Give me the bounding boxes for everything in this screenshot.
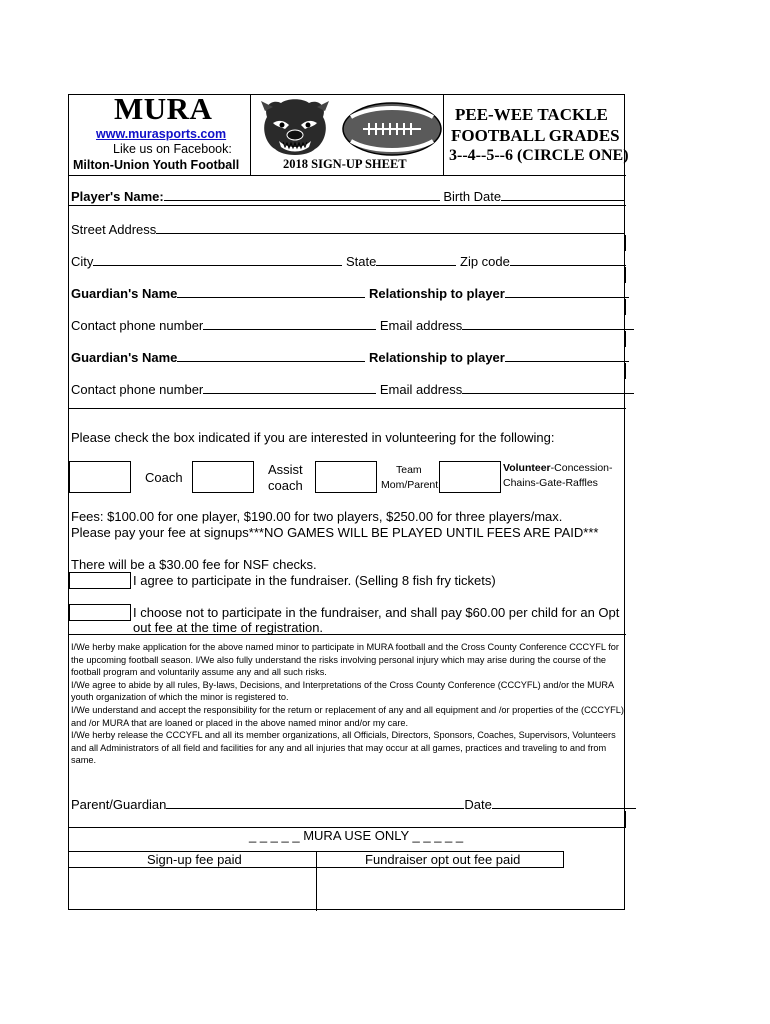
fundraiser-optout-label-1: I choose not to participate in the fundraiser, and shall pay $60.00 per child for an Opt xyxy=(133,605,620,620)
relationship-label: Relationship to player xyxy=(369,286,505,301)
fundraiser-optout-label-2: out fee at the time of registration. xyxy=(133,620,324,635)
signature-date-line[interactable] xyxy=(492,797,636,809)
guardian-row-1 xyxy=(71,286,629,301)
birth-date-line[interactable] xyxy=(501,189,625,201)
email-line-2[interactable] xyxy=(462,382,634,394)
contact-phone-label: Contact phone number xyxy=(71,318,204,333)
nsf-notice: There will be a $30.00 fee for NSF checks. xyxy=(71,557,317,572)
optout-fee-label: Fundraiser opt out fee paid xyxy=(365,852,521,867)
legal-terms xyxy=(71,641,624,767)
team-parent-checkbox[interactable] xyxy=(315,461,377,493)
volunteer-label-rest: -Concession- xyxy=(550,462,613,474)
legal-paragraph: I/We agree to abide by all rules, By-laws, Decisions, and Interpretations of the Cross County Conference (CCCYFL) and/or the MURA youth organization of which the minor is registered to. xyxy=(71,679,614,703)
volunteer-label-2: Chains-Gate-Raffles xyxy=(503,477,598,489)
football-icon xyxy=(341,101,443,157)
coach-checkbox[interactable] xyxy=(69,461,131,493)
volunteer-label-1 xyxy=(503,462,613,474)
email-label: Email address xyxy=(379,318,463,333)
guardian-row-2 xyxy=(71,350,629,365)
birth-date-label: Birth Date xyxy=(443,189,502,204)
sheet-title: 2018 SIGN-UP SHEET xyxy=(283,157,407,171)
parent-signature-line[interactable] xyxy=(166,797,464,809)
program-title-line3: 3--4--5--6 (CIRCLE ONE) xyxy=(449,147,629,164)
state-label: State xyxy=(346,254,377,269)
volunteer-checkbox[interactable] xyxy=(439,461,501,493)
league-name: Milton-Union Youth Football xyxy=(73,158,240,172)
state-line[interactable] xyxy=(376,254,456,266)
email-label-2: Email address xyxy=(379,382,463,397)
parent-guardian-label: Parent/Guardian xyxy=(71,797,167,812)
program-title-line2: FOOTBALL GRADES xyxy=(451,126,620,145)
city-line[interactable] xyxy=(93,254,342,266)
street-address-line[interactable] xyxy=(156,222,624,234)
contact-phone-line[interactable] xyxy=(203,318,376,330)
guardian-name-line[interactable] xyxy=(177,286,365,298)
bulldog-logo-icon xyxy=(259,97,331,159)
signature-row xyxy=(71,797,636,812)
contact-phone-line-2[interactable] xyxy=(203,382,376,394)
relationship-label-2: Relationship to player xyxy=(369,350,505,365)
zip-label: Zip code xyxy=(460,254,510,269)
fees-line-2: Please pay your fee at signups***NO GAMES WILL BE PLAYED UNTIL FEES ARE PAID*** xyxy=(71,525,599,540)
fundraiser-agree-label: I agree to participate in the fundraiser. (Selling 8 fish fry tickets) xyxy=(133,573,496,588)
signup-form xyxy=(68,91,629,910)
city-label: City xyxy=(71,254,94,269)
website-link[interactable]: www.murasports.com xyxy=(96,127,227,141)
contact-row-1 xyxy=(71,318,634,333)
volunteer-label-bold: Volunteer xyxy=(503,462,551,474)
team-parent-label-1: Team xyxy=(396,464,422,476)
assist-coach-label-2: coach xyxy=(268,478,303,493)
legal-paragraph: I/We herby release the CCCYFL and all its member organizations, all Officials, Directors, Sponsors, Coaches, Supervisors, Volunteers and all Administrators of all field and facilities for any and all injuries that may occur at all games, practices and traveling to and from same. xyxy=(71,730,616,766)
player-name-label: Player's Name: xyxy=(71,189,164,204)
street-address-row xyxy=(71,222,624,237)
coach-label: Coach xyxy=(145,470,183,485)
fundraiser-optout-checkbox[interactable] xyxy=(69,604,131,621)
fundraiser-agree-checkbox[interactable] xyxy=(69,572,131,589)
assist-coach-label-1: Assist xyxy=(268,462,303,477)
legal-paragraph: I/We understand and accept the responsibility for the return or replacement of any and all equipment and /or properties of the (CCCYFL) and /or MURA that are loaned or placed in the above named minor and/or my care. xyxy=(71,704,624,728)
team-parent-label-2: Mom/Parent xyxy=(381,479,439,491)
guardian-name-line-2[interactable] xyxy=(177,350,365,362)
program-title-line1: PEE-WEE TACKLE xyxy=(455,105,608,124)
contact-phone-label-2: Contact phone number xyxy=(71,382,204,397)
player-name-line[interactable] xyxy=(164,189,440,201)
signup-fee-label: Sign-up fee paid xyxy=(147,852,242,867)
relationship-line-2[interactable] xyxy=(505,350,629,362)
legal-paragraph: I/We herby make application for the above named minor to participate in MURA football and the Cross County Conference CCCYFL for the upcoming football season. I/We also fully understand the risks involving personal injury which may arise during the course of the football program and voluntarily assume any and all such risks. xyxy=(71,642,619,678)
player-name-row xyxy=(71,189,625,204)
guardian-name-label: Guardian's Name xyxy=(71,286,178,301)
org-logo-text: MURA xyxy=(114,91,213,126)
facebook-text: Like us on Facebook: xyxy=(113,142,232,156)
contact-row-2 xyxy=(71,382,634,397)
office-use-title: _ _ _ _ _ MURA USE ONLY _ _ _ _ _ xyxy=(249,828,464,843)
relationship-line[interactable] xyxy=(505,286,629,298)
volunteer-prompt: Please check the box indicated if you are interested in volunteering for the following: xyxy=(71,430,555,445)
city-row xyxy=(71,254,626,269)
signature-date-label: Date xyxy=(464,797,492,812)
guardian-name-label-2: Guardian's Name xyxy=(71,350,178,365)
street-address-label: Street Address xyxy=(71,222,157,237)
assist-coach-checkbox[interactable] xyxy=(192,461,254,493)
email-line[interactable] xyxy=(462,318,634,330)
fees-line-1: Fees: $100.00 for one player, $190.00 for two players, $250.00 for three players/max. xyxy=(71,509,563,524)
zip-line[interactable] xyxy=(510,254,626,266)
